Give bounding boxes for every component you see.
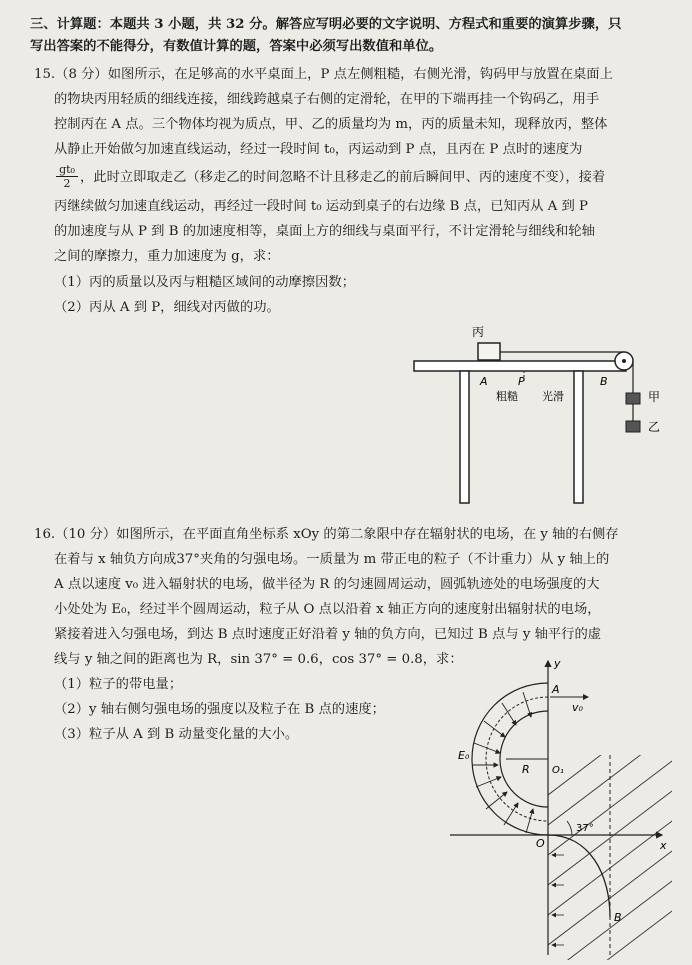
- label-B: B: [614, 911, 622, 924]
- label-yi: 乙: [648, 420, 661, 434]
- weight-yi: [626, 421, 640, 432]
- block-bing: [478, 343, 500, 360]
- label-smooth: 光滑: [542, 390, 564, 403]
- q16-field-figure: [440, 655, 672, 960]
- label-angle: 37°: [576, 823, 594, 834]
- label-A: A: [480, 375, 488, 388]
- table-leg-right: [574, 371, 583, 503]
- q16-subquestion-3: （3）粒子从 A 到 B 动量变化量的大小。: [54, 727, 299, 742]
- weight-jia: [626, 393, 640, 404]
- q15-line-1: 15.（8 分）如图所示，在足够高的水平桌面上，P 点左侧粗糙，右侧光滑，钩码甲与放置在桌面上: [34, 67, 613, 82]
- label-A: A: [552, 683, 560, 696]
- label-E0: E₀: [458, 749, 470, 762]
- label-y: y: [554, 657, 561, 670]
- q15-table-pulley-figure: [400, 325, 680, 505]
- uniform-field-arrows: [552, 855, 564, 945]
- label-rough: 粗糙: [496, 390, 518, 403]
- q15-line-3: 控制丙在 A 点。三个物体均视为质点，甲、乙的质量均为 m，丙的质量未知，现释放丙，整体: [54, 117, 608, 132]
- q15-fraction-denominator: 2: [63, 177, 71, 190]
- q16-subquestion-2: （2）y 轴右侧匀强电场的强度以及粒子在 B 点的速度；: [54, 702, 385, 717]
- section-header-line-2: 写出答案的不能得分，有数值计算的题，答案中必须写出数值和单位。: [30, 39, 443, 54]
- q15-line-6: 丙继续做匀加速直线运动，再经过一段时间 t₀ 运动到桌子的右边缘 B 点，已知丙从 A 到 P: [54, 199, 588, 214]
- q16-line-5: 紧接着进入匀强电场，到达 B 点时速度正好沿着 y 轴的负方向，已知过 B 点与 y 轴平行的虚: [54, 627, 602, 642]
- label-v0: v₀: [572, 701, 583, 714]
- label-O: O: [536, 837, 545, 850]
- q15-line-2: 的物块丙用轻质的细线连接，细线跨越桌子右侧的定滑轮，在甲的下端再挂一个钩码乙，用手: [54, 92, 600, 107]
- label-P: P: [518, 375, 525, 388]
- q16-line-4: 小处处为 E₀，经过半个圆周运动，粒子从 O 点以沿着 x 轴正方向的速度射出辐射状的电场，: [54, 602, 601, 617]
- label-O1: O₁: [552, 765, 564, 776]
- q15-line-5: ，此时立即取走乙（移走乙的时间忽略不计且移走乙的前后瞬间甲、丙的速度不变），接着: [80, 170, 606, 185]
- q16-line-3: A 点以速度 v₀ 进入辐射状的电场，做半径为 R 的匀速圆周运动，圆弧轨迹处的电场强度的大: [54, 577, 600, 592]
- label-R: R: [522, 763, 530, 776]
- q15-line-4: 从静止开始做匀加速直线运动，经过一段时间 t₀，丙运动到 P 点，且丙在 P 点时的速度为: [54, 142, 583, 157]
- q15-subquestion-2: （2）丙从 A 到 P，细线对丙做的功。: [54, 300, 280, 315]
- label-B: B: [600, 375, 608, 388]
- table-leg-left: [460, 371, 469, 503]
- tabletop: [414, 361, 626, 371]
- label-x: x: [660, 839, 667, 852]
- q16-line-2: 在着与 x 轴负方向成37°夹角的匀强电场。一质量为 m 带正电的粒子（不计重力）从 y 轴上的: [54, 552, 610, 567]
- q15-fraction-numerator: gt₀: [56, 164, 78, 177]
- q16-line-6: 线与 y 轴之间的距离也为 R，sin 37° = 0.6，cos 37° = 0.8，求：: [54, 652, 463, 667]
- label-jia: 甲: [648, 390, 661, 404]
- label-bing: 丙: [472, 325, 485, 339]
- q16-subquestion-1: （1）粒子的带电量；: [54, 677, 183, 692]
- q15-line-7: 的加速度与从 P 到 B 的加速度相等，桌面上方的细线与桌面平行，不计定滑轮与细线和轮轴: [54, 224, 595, 239]
- q15-subquestion-1: （1）丙的质量以及丙与粗糙区域间的动摩擦因数；: [54, 275, 355, 290]
- q15-line-8: 之间的摩擦力，重力加速度为 g，求：: [54, 249, 280, 264]
- section-header-line-1: 三、计算题：本题共 3 小题，共 32 分。解答应写明必要的文字说明、方程式和重要的演算步骤，只: [30, 17, 622, 32]
- q16-line-1: 16.（10 分）如图所示，在平面直角坐标系 xOy 的第二象限中存在辐射状的电场，在 y 轴的右侧存: [34, 527, 619, 542]
